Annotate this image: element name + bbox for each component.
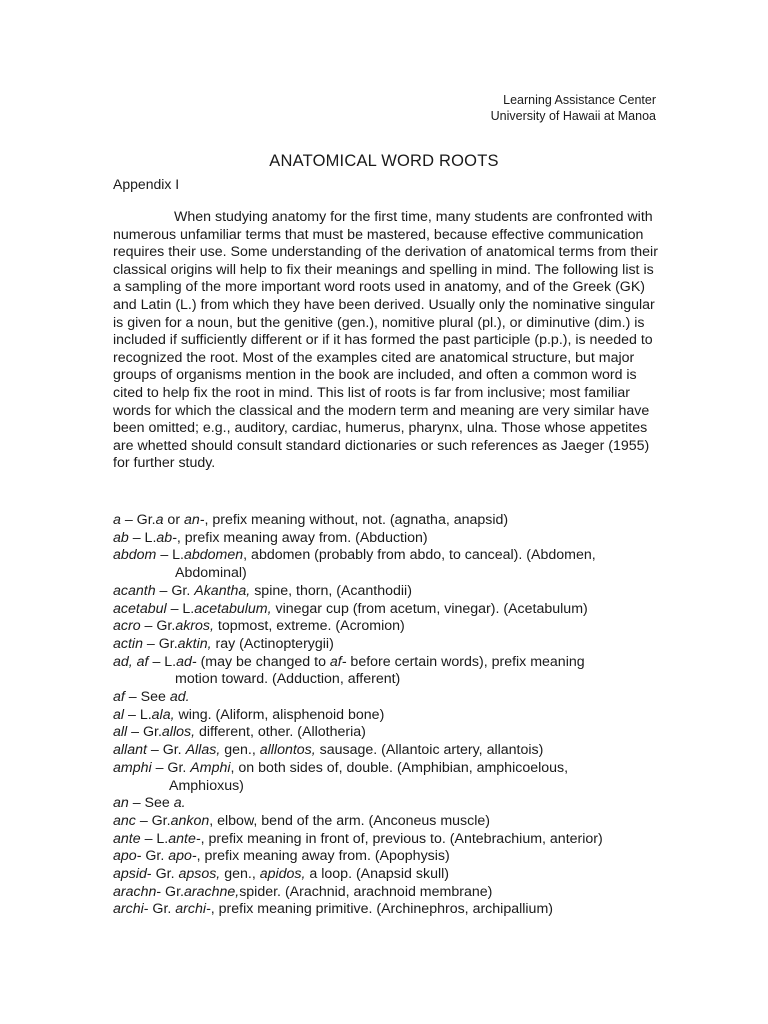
root-entry [113,601,658,619]
root-term: ab [113,529,129,546]
root-entry-line [113,547,658,565]
root-meaning: gen., [220,742,260,759]
root-entry-line [113,689,658,707]
root-entry-line [113,795,658,813]
root-separator: - Gr. [146,866,179,883]
root-meaning: or [163,512,184,528]
header-line-1: Learning Assistance Center [503,93,656,107]
root-term: ad, af [113,653,149,670]
root-separator: – Gr. [146,742,186,759]
root-origin-alt: alllontos, [259,742,316,759]
root-entry-line [113,760,658,778]
root-meaning: topmost, extreme. (Acromion) [213,618,405,635]
root-entry-line [113,654,658,672]
root-entry-line [113,601,658,619]
root-meaning: vinegar cup (from acetum, vinegar). (Acetabulum) [271,600,588,617]
root-origin: Allas, [185,742,221,759]
root-meaning: ray (Actinopterygii) [211,635,334,652]
root-entry [113,689,658,707]
root-term: acetabul [113,600,167,617]
root-entry [113,512,658,530]
root-origin-alt: an- [183,512,205,528]
root-separator: – Gr. [151,759,191,776]
root-term: allant [113,742,147,759]
root-entry-continuation: motion toward. (Adduction, afferent) [175,671,401,688]
root-origin: Amphi [190,759,231,776]
root-origin: acetabulum, [194,600,272,617]
root-meaning: (may be changed to [196,653,330,670]
root-term: actin [113,635,143,652]
root-entry-line [113,901,658,919]
root-separator: – Gr. [135,812,171,829]
root-meaning: gen., [220,866,260,883]
root-entry-line [113,813,658,831]
root-meaning: , prefix meaning primitive. (Archinephros, archipallium) [210,901,553,918]
root-meaning: spider. (Arachnid, arachnoid membrane) [239,883,493,900]
root-entry-line [113,636,658,654]
root-term: a [113,512,121,528]
root-meaning-rest: , prefix meaning without, not. (agnatha, anapsid) [204,512,509,528]
root-entry [113,884,658,902]
root-entry [113,530,658,548]
root-entry [113,707,658,725]
document-title: ANATOMICAL WORD ROOTS [269,152,499,170]
root-entry [113,547,658,582]
root-entry [113,654,658,689]
root-entry [113,795,658,813]
root-entry [113,866,658,884]
root-separator: – L. [148,653,177,670]
root-entry-continuation: Abdominal) [175,565,247,582]
root-origin: ab- [156,529,177,546]
root-separator: – Gr. [142,635,178,652]
root-separator: Gr. [141,848,169,865]
root-meaning: wing. (Aliform, alisphenoid bone) [174,706,385,723]
root-meaning: spine, thorn, (Acanthodii) [250,582,412,599]
root-separator: – Gr. [140,618,176,635]
root-origin: abdomen [184,547,244,564]
root-entry [113,618,658,636]
root-term: acro [113,618,141,635]
root-separator: – L. [128,529,157,546]
root-entry [113,724,658,742]
root-term: anc [113,812,136,829]
root-origin: ala, [151,706,175,723]
root-separator: – Gr. [155,582,195,599]
root-separator: - Gr. [156,883,184,900]
root-separator: – L. [124,706,152,723]
root-entry [113,742,658,760]
root-origin: a [155,512,164,528]
root-term: abdom [113,547,157,564]
root-meaning-rest: a loop. (Anapsid skull) [305,866,449,883]
root-term: archi [113,901,144,918]
header-line-2: University of Hawaii at Manoa [490,109,656,123]
root-origin: ante- [168,830,201,847]
root-entry-line [113,884,658,902]
root-origin: ad. [169,689,190,706]
root-term: af [113,689,125,706]
root-entry-line [113,618,658,636]
root-meaning: , on both sides of, double. (Amphibian, amphicoelous, [230,759,569,776]
root-separator: – See [128,795,174,812]
root-entry-line [113,742,658,760]
root-entry-line [113,866,658,884]
root-meaning: , elbow, bend of the arm. (Anconeus muscle) [209,812,490,829]
root-origin: ad- [176,653,197,670]
appendix-label: Appendix I [113,176,180,192]
institution-header [491,92,656,124]
root-origin: aktin, [177,635,212,652]
root-meaning: different, other. (Allotheria) [195,724,366,741]
root-origin: allos, [161,724,196,741]
root-origin: apsos, [178,866,221,883]
root-term: amphi [113,759,152,776]
root-separator: – L. [156,547,184,564]
root-separator: – L. [140,830,169,847]
root-origin: akros, [175,618,214,635]
root-meaning-rest: before certain words), prefix meaning [346,653,585,670]
root-origin: apo- [168,848,197,865]
root-origin: arachne, [183,883,240,900]
root-meaning: , prefix meaning away from. (Abduction) [176,529,428,546]
root-entry-continuation: Amphioxus) [169,777,244,794]
root-origin: archi- [175,901,211,918]
root-entry [113,831,658,849]
root-origin-alt: apidos, [259,866,306,883]
root-meaning: , prefix meaning in front of, previous to. (Antebrachium, anterior) [200,830,603,847]
root-separator: – Gr. [120,512,156,528]
root-origin: a. [173,795,186,812]
root-entry [113,760,658,795]
intro-paragraph: When studying anatomy for the first time, many students are confronted with numerous unfamiliar terms that must be mastered, because effective communication requires their use. Some understanding of the derivation of anatomical terms from their classical origins will help to fix their meanings and spelling in mind. The following list is a sampling of the more important word roots used in anatomy, and of the Greek (GK) and Latin (L.) from which they have been derived. Usually only the nominative singular is given for a noun, but the genitive (gen.), nomitive plural (pl.), or diminutive (dim.) is included if sufficiently different or if it has formed the past participle (p.p.), is needed to recognized the root. Most of the examples cited are anatomical structure, but major groups of organisms mention in the book are included, and often a common word is cited to help fix the root in mind. This list of roots is far from inclusive; most familiar words for which the classical and the modern term and meaning are very similar have been omitted; e.g., auditory, cardiac, humerus, pharynx, ulna. Those whose appetites are whetted should consult standard dictionaries or such references as Jaeger (1955) for further study. [113,209,658,472]
root-term: al [113,706,125,723]
root-separator: – See [124,689,170,706]
root-entry-line [113,831,658,849]
root-origin: ankon [170,812,210,829]
root-term: an [113,795,129,812]
root-entry [113,813,658,831]
root-origin-alt: af- [329,653,347,670]
root-separator: – Gr. [127,724,162,741]
root-meaning: , prefix meaning away from. (Apophysis) [196,848,450,865]
word-roots-list [113,512,658,919]
root-entry [113,583,658,601]
root-term: arachn [113,883,157,900]
root-term: apsid [113,866,147,883]
root-term: all [113,724,128,741]
root-entry-line [113,512,658,530]
root-meaning: , abdomen (probably from abdo, to canceal). (Abdomen, [243,547,596,564]
root-entry [113,636,658,654]
root-entry [113,848,658,866]
root-entry-line [113,707,658,725]
root-term: ante [113,830,141,847]
root-entry-line [113,583,658,601]
root-origin: Akantha, [194,582,251,599]
root-meaning-rest: sausage. (Allantoic artery, allantois) [315,742,544,759]
root-entry-line [113,724,658,742]
root-entry [113,901,658,919]
root-term: apo- [113,848,142,865]
root-separator: – L. [166,600,195,617]
root-entry-line [113,848,658,866]
root-entry-line [113,530,658,548]
root-separator: - Gr. [143,901,176,918]
root-term: acanth [113,582,156,599]
